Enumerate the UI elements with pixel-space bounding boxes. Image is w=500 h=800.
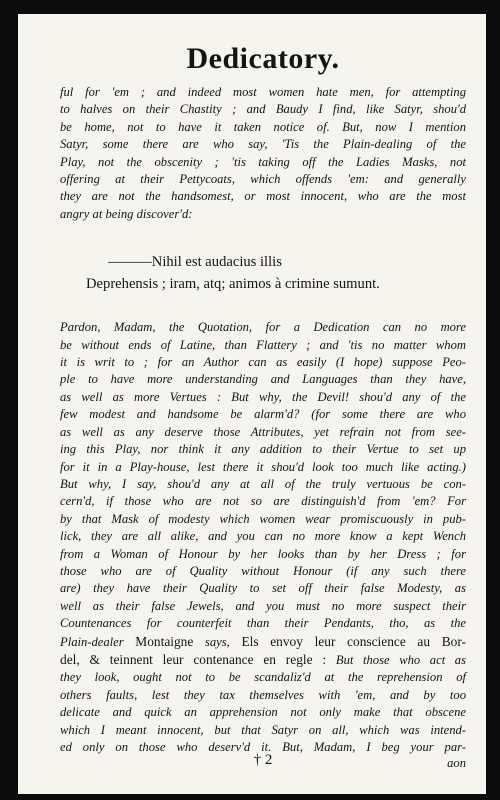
text-line: angry at being discover'd: bbox=[60, 206, 193, 221]
text-line: ful for 'em ; and indeed most women hate men, for attempting bbox=[60, 85, 466, 99]
text-line-montaigne bbox=[60, 633, 466, 651]
catchword: aon bbox=[447, 756, 466, 770]
text-line: lick, they are all alike, and you can no more know a kept Wench bbox=[60, 529, 466, 544]
says-text: says, bbox=[204, 634, 230, 649]
paragraph-1 bbox=[60, 84, 466, 223]
french-quote-part-1: Els envoy leur conscience au Bor- bbox=[229, 633, 466, 649]
text-line: well as their false Jewels, and you must no more suspect their bbox=[60, 598, 466, 613]
text-line: for it in a Play-house, lest there it shou'd look too much like acting.) bbox=[60, 459, 466, 474]
text-line: they are not the handsomest, or most innocent, who are the most bbox=[60, 189, 466, 204]
text-line: Countenances for counterfeit than their Pendants, tho, as the bbox=[60, 616, 466, 631]
text-line: others faults, lest they tax themselves with 'em, and by too bbox=[60, 687, 466, 702]
text-continuation: But those who act as bbox=[335, 652, 466, 667]
text-line: are) they have their Quality to set off their false Modesty, as bbox=[60, 581, 466, 596]
page-title: Dedicatory. bbox=[186, 42, 340, 75]
paragraph-2 bbox=[60, 319, 466, 756]
latin-quotation bbox=[60, 251, 466, 295]
book-page bbox=[18, 14, 486, 794]
text-line: delicate and quick an apprehension not only make that obscene bbox=[60, 705, 466, 720]
text-line: as well as more Vertues : But why, the Devil! shou'd any of the bbox=[60, 389, 466, 404]
text-line: be without ends of Latine, than Flattery ; and 'tis no matter whom bbox=[60, 337, 466, 352]
text-line: ed only on those who deserv'd it. But, Madam, I beg your par- bbox=[60, 740, 466, 754]
text-line: by that Mask of modesty which women wear promiscuously in pub- bbox=[60, 511, 466, 526]
text-line: to halves on their Chastity ; and Baudy I find, like Satyr, shou'd bbox=[60, 102, 466, 117]
text-line: be home, not to have it taken notice of. But, now I mention bbox=[60, 119, 466, 134]
text-line: offering at their Pettycoats, which offends 'em: and generally bbox=[60, 172, 466, 187]
text-line: ing this Play, nor think it any addition to their Vertue to set up bbox=[60, 442, 466, 457]
text-line: as well as any deserve those Attributes, yet refrain not from see- bbox=[60, 424, 466, 439]
text-line-french bbox=[60, 651, 466, 669]
french-quote-part-2: del, & teinnent leur contenance en regle : bbox=[60, 651, 336, 667]
text-line: Satyr, some there are who say, 'Tis the Plain-dealing of the bbox=[60, 137, 466, 152]
plain-dealer-text: Plain-dealer bbox=[60, 634, 124, 649]
text-line: cern'd, if those who are not so are distinguish'd from 'em? For bbox=[60, 494, 466, 509]
text-line: Pardon, Madam, the Quotation, for a Dedication can no more bbox=[60, 320, 466, 335]
text-line: it is writ to ; for an Author can as easily (I hope) suppose Peo- bbox=[60, 355, 466, 370]
quotation-line-1: ———Nihil est audacius illis bbox=[108, 254, 282, 271]
text-line: few modest and handsome be alarm'd? (for some there are who bbox=[60, 407, 466, 422]
montaigne-name: Montaigne bbox=[123, 633, 205, 649]
text-line: those who are of Quality without Honour (if any such there bbox=[60, 563, 466, 578]
text-line: they look, ought not to be scandaliz'd at the reprehension of bbox=[60, 670, 466, 685]
text-line: which I meant innocent, but that Satyr on all, which was intend- bbox=[60, 722, 466, 737]
quotation-line-2: Deprehensis ; iram, atq; animos à crimine sumunt. bbox=[86, 276, 380, 293]
page-footer bbox=[60, 752, 466, 792]
text-line: Play, not the obscenity ; 'tis taking off the Ladies Masks, not bbox=[60, 154, 466, 169]
text-line: ple to have more understanding and Languages than they have, bbox=[60, 372, 466, 387]
text-line: from a Woman of Honour by her looks than by her Dress ; for bbox=[60, 546, 466, 561]
text-line: But why, I say, shou'd any at all of the truly vertuous be con- bbox=[60, 476, 466, 491]
signature-mark: † 2 bbox=[253, 752, 273, 768]
